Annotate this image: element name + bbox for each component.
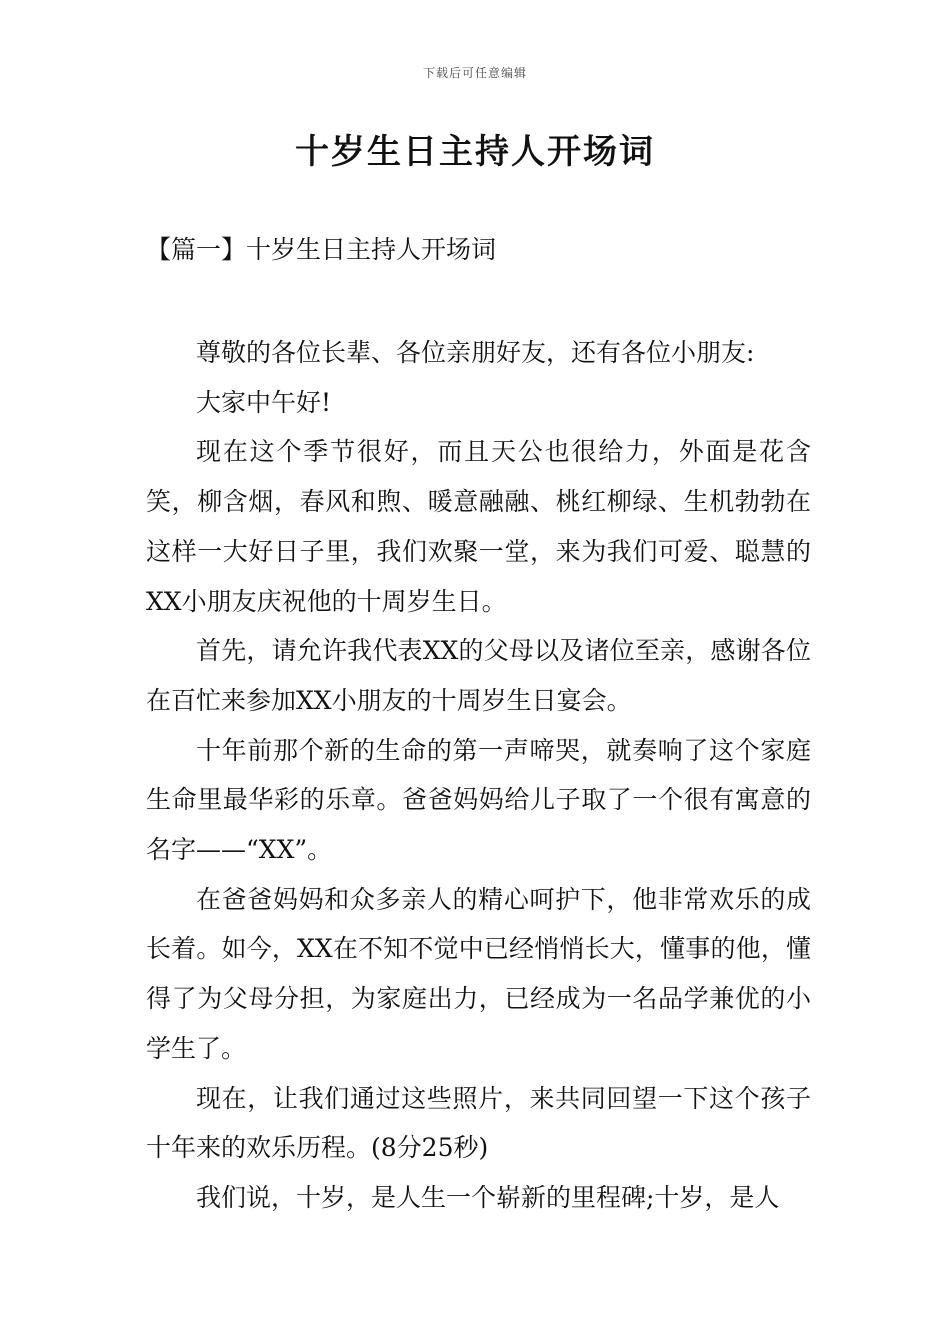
paragraph: 十年前那个新的生命的第一声啼哭，就奏响了这个家庭生命里最华彩的乐章。爸爸妈妈给儿子取了一个很有寓意的名字——“XX”。 (146, 735, 811, 865)
page-header: 下载后可任意编辑 (422, 66, 527, 80)
section-heading: 【篇一】十岁生日主持人开场词 (146, 235, 497, 264)
paragraph: 大家中午好! (196, 387, 332, 417)
paragraph: 首先，请允许我代表XX的父母以及诸位至亲，感谢各位在百忙来参加XX小朋友的十周岁生日宴会。 (146, 636, 811, 715)
paragraph: 我们说，十岁，是人生一个崭新的里程碑;十岁，是人 (196, 1182, 780, 1212)
paragraph: 现在这个季节很好，而且天公也很给力，外面是花含笑，柳含烟，春风和煦、暖意融融、桃红柳绿、生机勃勃在这样一大好日子里，我们欢聚一堂，来为我们可爱、聪慧的XX小朋友庆祝他的十周岁生日。 (146, 437, 811, 616)
paragraph: 现在，让我们通过这些照片，来共同回望一下这个孩子十年来的欢乐历程。(8分25秒) (146, 1083, 811, 1163)
document-title: 十岁生日主持人开场词 (295, 132, 655, 172)
paragraph: 在爸爸妈妈和众多亲人的精心呵护下，他非常欢乐的成长着。如今，XX在不知不觉中已经悄悄长大，懂事的他，懂得了为父母分担，为家庭出力，已经成为一名品学兼优的小学生了。 (146, 884, 811, 1063)
paragraph: 尊敬的各位长辈、各位亲朋好友，还有各位小朋友: (196, 338, 755, 367)
document-body (146, 328, 811, 1223)
